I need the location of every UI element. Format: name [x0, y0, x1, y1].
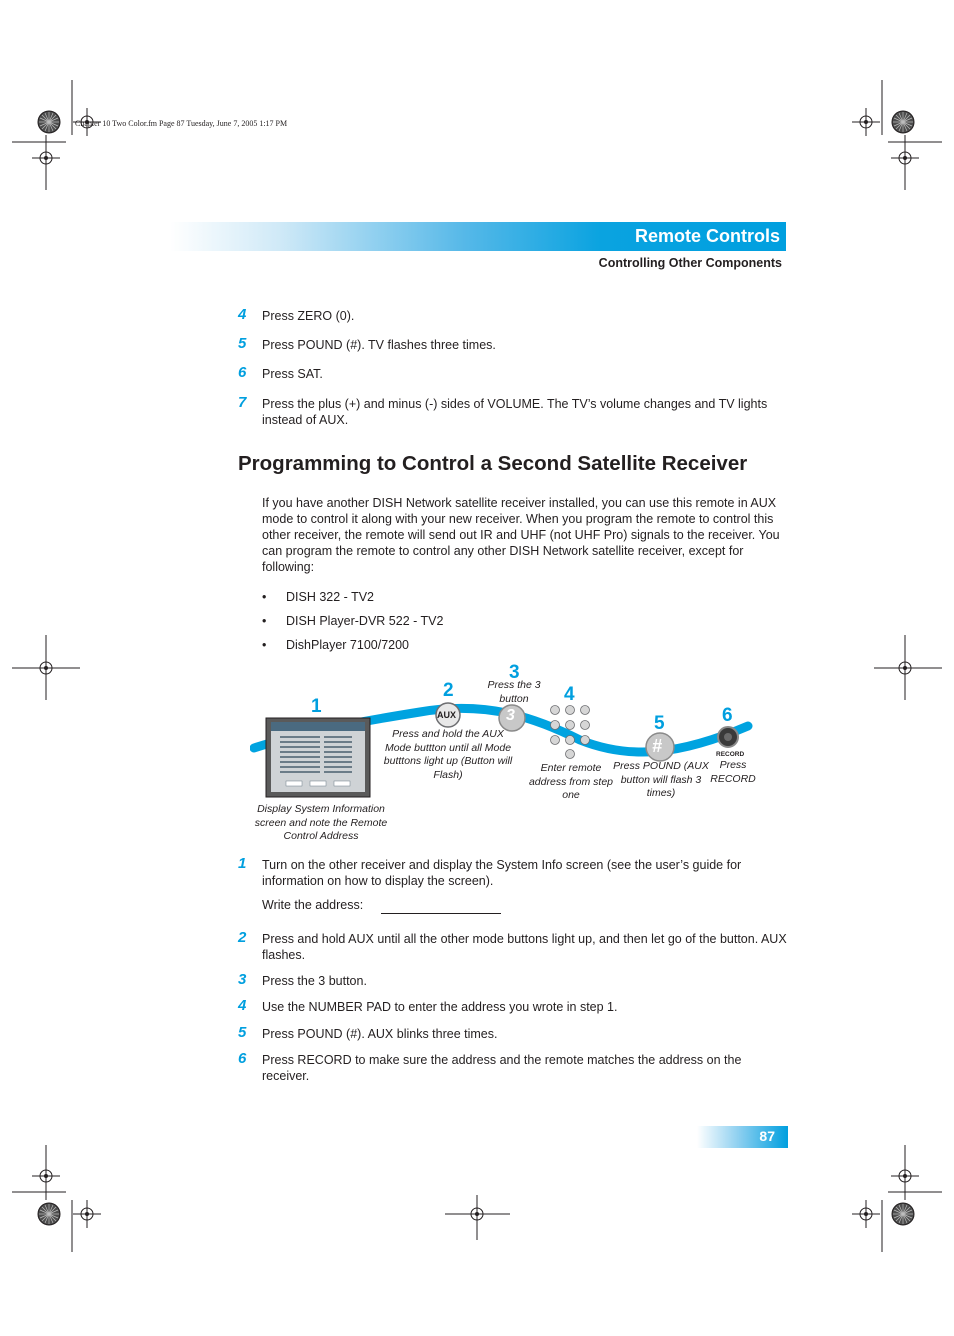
figure-caption-2: Press and hold the AUX Mode buttton until all Mode butttons light up (Button will Flash) — [383, 728, 513, 781]
page-number: 87 — [759, 1128, 775, 1144]
step-number: 3 — [238, 971, 247, 988]
bullet-item: DishPlayer 7100/7200 — [286, 638, 409, 652]
file-header-line: Chapter 10 Two Color.fm Page 87 Tuesday, June 7, 2005 1:17 PM — [75, 119, 288, 128]
step-number: 7 — [238, 394, 247, 411]
step-number: 4 — [238, 306, 247, 323]
step-text: Turn on the other receiver and display the System Info screen (see the user’s guide for information on how to display the screen). — [262, 858, 742, 888]
three-button-label: 3 — [506, 707, 515, 724]
figure-caption-5: Press POUND (AUX button will flash 3 times) — [613, 760, 709, 799]
figure-step-5: 5 — [654, 713, 665, 734]
banner-title: Remote Controls — [634, 226, 780, 246]
bullet-marker: • — [262, 590, 267, 604]
figure-caption-1: Display System Information screen and note the Remote Control Address — [254, 803, 388, 842]
bullet-item: DISH Player-DVR 522 - TV2 — [286, 614, 444, 628]
figure-caption-4: Enter remote address from step one — [528, 762, 614, 801]
figure-caption-3: Press the 3 button — [487, 679, 541, 705]
step-text: Press and hold AUX until all the other mode buttons light up, and then let go of the button. AUX flashes. — [262, 932, 787, 962]
address-blank-line — [381, 913, 501, 914]
figure-step-2: 2 — [443, 680, 454, 701]
intro-paragraph: If you have another DISH Network satellite receiver installed, you can use this remote in AUX mode to control it along with your new receiver. When you program the remote to control this other receiver, the remote will send out IR and UHF (not UHF Pro) signals to the receiver. You can program the remote to control any other DISH Network satellite receiver, except for following: — [262, 496, 780, 574]
step-text: Press the plus (+) and minus (-) sides of VOLUME. The TV’s volume changes and TV lights instead of AUX. — [262, 397, 768, 427]
step-text: Press POUND (#). AUX blinks three times. — [262, 1027, 498, 1041]
figure-caption-6: Press RECORD — [710, 759, 756, 785]
step-number: 4 — [238, 997, 247, 1014]
figure-step-3: 3 — [509, 662, 520, 683]
step-text: Press RECORD to make sure the address and the remote matches the address on the receiver. — [262, 1053, 742, 1083]
write-address-label: Write the address: — [262, 898, 364, 912]
step-text: Press SAT. — [262, 367, 323, 381]
system-info-screen — [266, 718, 370, 797]
figure-step-1: 1 — [311, 696, 322, 717]
section-banner — [170, 222, 786, 251]
aux-button-label: AUX — [437, 710, 457, 720]
step-text: Use the NUMBER PAD to enter the address you wrote in step 1. — [262, 1000, 618, 1014]
step-number: 1 — [238, 855, 247, 872]
bullet-item: DISH 322 - TV2 — [286, 590, 375, 604]
step-number: 5 — [238, 1024, 247, 1041]
step-text: Press POUND (#). TV flashes three times. — [262, 338, 496, 352]
step-number: 6 — [238, 1050, 247, 1067]
step-text: Press ZERO (0). — [262, 309, 355, 323]
banner-subtitle: Controlling Other Components — [598, 256, 782, 270]
pound-button-label: # — [652, 736, 663, 756]
record-button-label: RECORD — [716, 751, 745, 758]
step-text: Press the 3 button. — [262, 974, 367, 988]
figure-step-4: 4 — [564, 684, 575, 705]
figure-step-6: 6 — [722, 705, 733, 726]
section-heading: Programming to Control a Second Satellite Receiver — [238, 452, 748, 475]
page-number-box — [697, 1126, 788, 1148]
step-number: 2 — [238, 929, 247, 946]
step-number: 6 — [238, 364, 247, 381]
bullet-marker: • — [262, 614, 267, 628]
bullet-marker: • — [262, 638, 267, 652]
step-number: 5 — [238, 335, 247, 352]
